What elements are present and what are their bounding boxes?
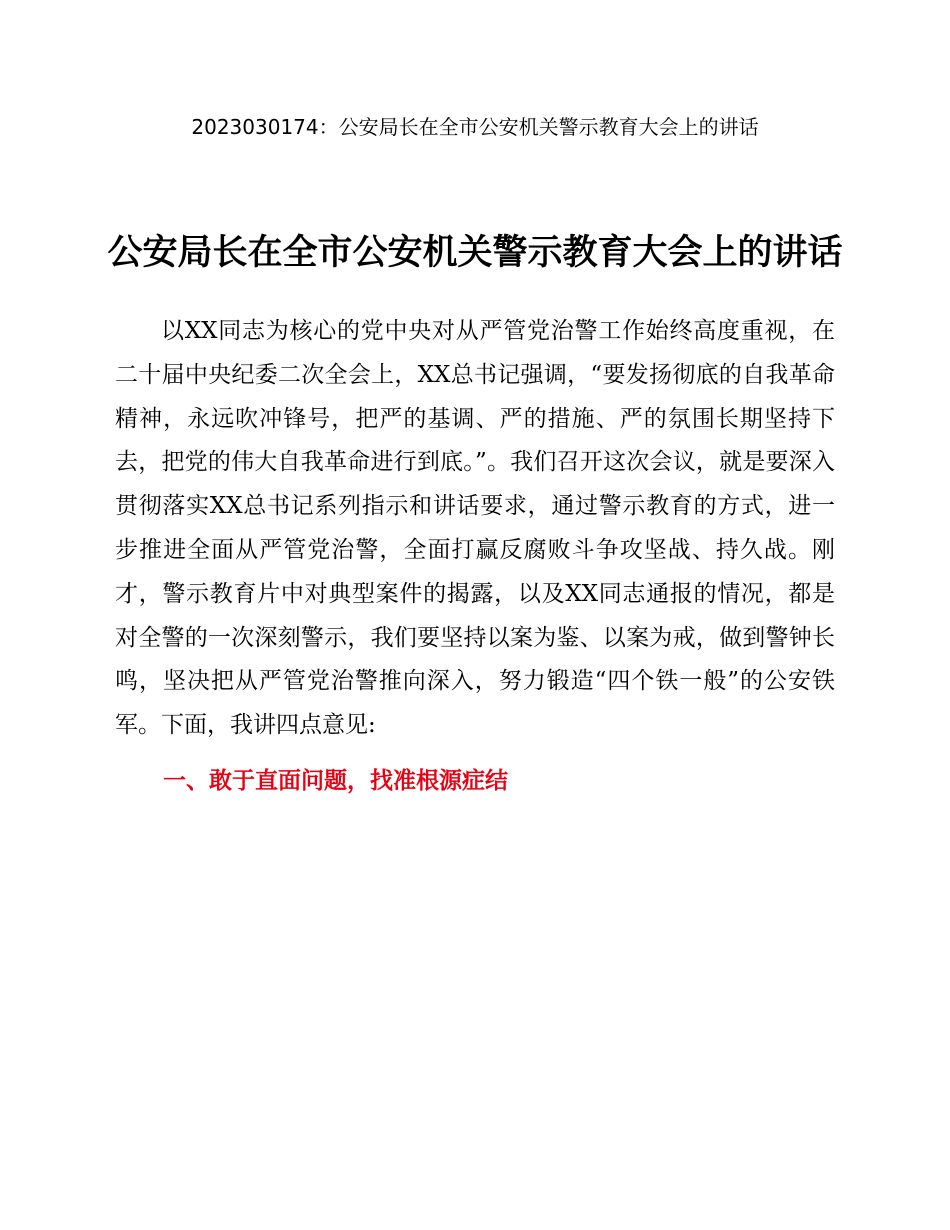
section-heading: 一、敢于直面问题，找准根源症结 [163,768,508,794]
document-title: 公安局长在全市公安机关警示教育大会上的讲话 [107,233,843,273]
body-paragraph: 以XX同志为核心的党中央对从严管党治警工作始终高度重视，在二十届中央纪委二次全会上，XX总书记强调，“要发扬彻底的自我革命精神，永远吹冲锋号，把严的基调、严的措施、严的氛围长期坚持下去，把党的伟大自我革命进行到底。”。我们召开这次会议，就是要深入贯彻落实XX总书记系列指示和讲话要求，通过警示教育的方式，进一步推进全面从严管党治警，全面打赢反腐败斗争攻坚战、持久战。刚才，警示教育片中对典型案件的揭露，以及XX同志通报的情况，都是对全警的一次深刻警示，我们要坚持以案为鉴、以案为戒，做到警钟长鸣，坚决把从严管党治警推向深入，努力锻造“四个铁一般”的公安铁军。下面，我讲四点意见: [115,318,835,739]
document-header-line: 2023030174：公安局长在全市公安机关警示教育大会上的讲话 [191,115,759,139]
